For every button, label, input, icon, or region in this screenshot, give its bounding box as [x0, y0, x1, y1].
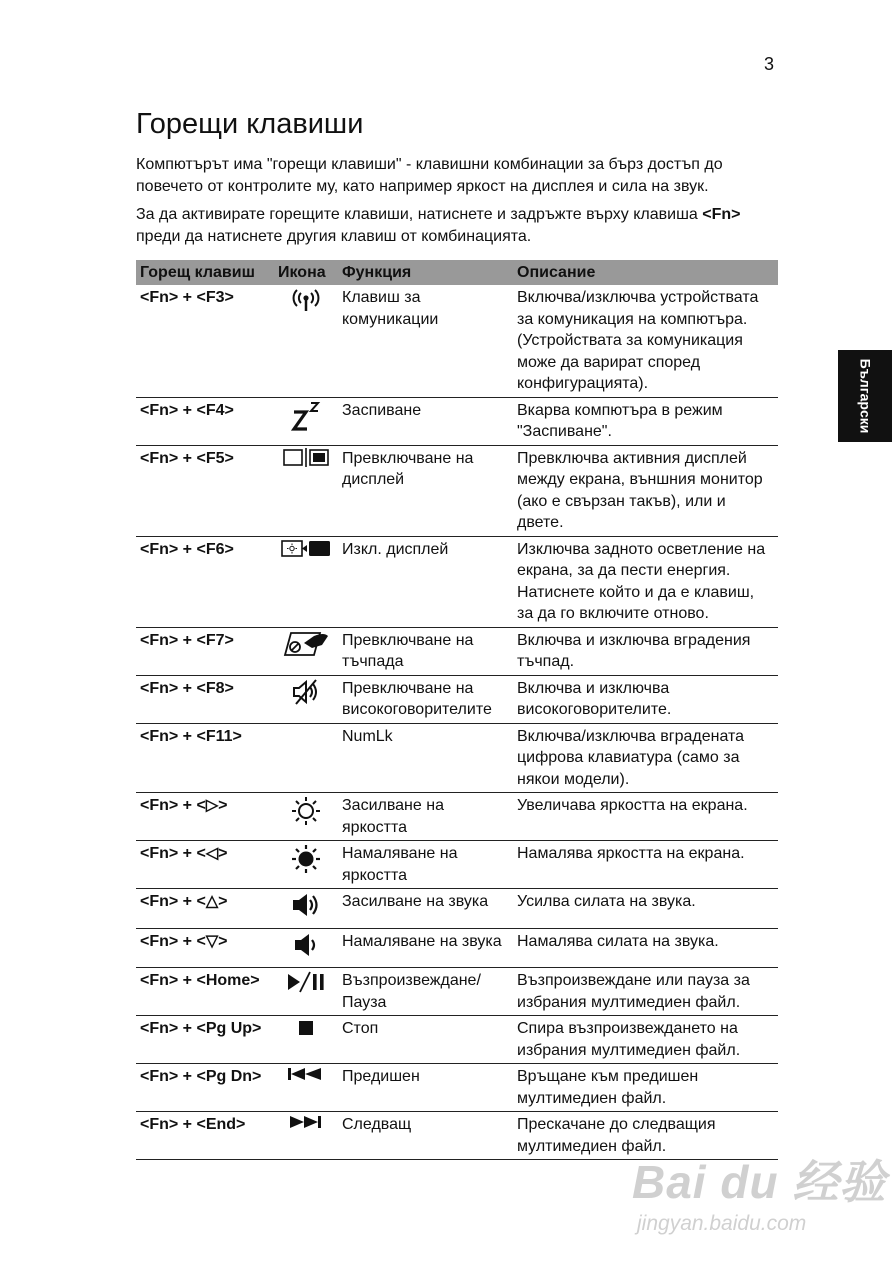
brightness-up-icon	[290, 795, 322, 827]
table-row	[136, 889, 778, 929]
icon-cell	[274, 1064, 338, 1112]
function-cell: Възпроизвеждане/ Пауза	[338, 968, 513, 1016]
icon-cell	[274, 445, 338, 536]
hotkey-cell: <Fn> + <▷>	[136, 793, 274, 841]
page-number: 3	[764, 54, 775, 74]
hotkey-cell: <Fn> + <F8>	[136, 675, 274, 723]
function-cell: Превключване на дисплей	[338, 445, 513, 536]
function-cell: Засилване на звука	[338, 889, 513, 929]
hotkey-cell: <Fn> + <Pg Up>	[136, 1016, 274, 1064]
hotkey-cell: <Fn> + <F4>	[136, 397, 274, 445]
function-cell: Предишен	[338, 1064, 513, 1112]
table-row	[136, 928, 778, 968]
table-row	[136, 285, 778, 397]
table-row	[136, 627, 778, 675]
function-cell: Засилване на яркостта	[338, 793, 513, 841]
hotkey-cell: <Fn> + <Pg Dn>	[136, 1064, 274, 1112]
next-track-icon	[288, 1114, 324, 1130]
touchpad-toggle-icon	[282, 630, 330, 658]
description-cell: Вкарва компютъра в режим "Заспиване".	[513, 397, 778, 445]
icon-cell	[274, 793, 338, 841]
description-cell: Усилва силата на звука.	[513, 889, 778, 929]
hotkey-cell: <Fn> + <F6>	[136, 536, 274, 627]
wireless-icon	[288, 287, 324, 315]
description-cell: Намалява силата на звука.	[513, 928, 778, 968]
intro-paragraph-1: Компютърът има "горещи клавиши" - клавишни комбинации за бърз достъп до повечето от контролите му, като например яркост на дисплея и сила на звук.	[136, 156, 723, 195]
table-row	[136, 793, 778, 841]
hotkey-cell: <Fn> + <△>	[136, 889, 274, 929]
description-cell: Включва и изключва високоговорителите.	[513, 675, 778, 723]
description-cell: Включва/изключва вградената цифрова клавиатура (само за някои модели).	[513, 723, 778, 793]
function-cell: Изкл. дисплей	[338, 536, 513, 627]
hotkey-cell: <Fn> + <F11>	[136, 723, 274, 793]
intro-paragraph-2	[136, 204, 786, 248]
header-hotkey: Горещ клавиш	[136, 260, 274, 285]
icon-cell	[274, 1016, 338, 1064]
header-description: Описание	[513, 260, 778, 285]
icon-cell	[274, 536, 338, 627]
function-cell: Клавиш за комуникации	[338, 285, 513, 397]
icon-cell	[274, 841, 338, 889]
sleep-icon	[288, 400, 324, 432]
icon-cell	[274, 968, 338, 1016]
function-cell: Превключване на тъчпада	[338, 627, 513, 675]
description-cell: Увеличава яркостта на екрана.	[513, 793, 778, 841]
hotkey-cell: <Fn> + <F7>	[136, 627, 274, 675]
header-icon: Икона	[274, 260, 338, 285]
function-cell: Превключване на високоговорителите	[338, 675, 513, 723]
icon-cell	[274, 675, 338, 723]
function-cell: Намаляване на звука	[338, 928, 513, 968]
table-row	[136, 723, 778, 793]
icon-cell	[274, 285, 338, 397]
table-row	[136, 1016, 778, 1064]
function-cell: NumLk	[338, 723, 513, 793]
description-cell: Включва/изключва устройствата за комуникация на компютъра. (Устройствата за комуникация може да варират според конфигурацията).	[513, 285, 778, 397]
icon-cell	[274, 1112, 338, 1160]
function-cell: Следващ	[338, 1112, 513, 1160]
display-off-icon	[281, 539, 331, 559]
volume-up-icon	[289, 891, 323, 919]
display-toggle-icon	[283, 448, 329, 468]
function-cell: Стоп	[338, 1016, 513, 1064]
language-side-tab-label: Български	[857, 358, 874, 434]
page-title: Горещи клавиши	[136, 108, 364, 140]
description-cell: Възпроизвеждане или пауза за избрания мултимедиен файл.	[513, 968, 778, 1016]
icon-cell	[274, 627, 338, 675]
description-cell: Спира възпроизвеждането на избрания мултимедиен файл.	[513, 1016, 778, 1064]
table-row	[136, 445, 778, 536]
stop-icon	[296, 1018, 316, 1038]
speaker-mute-icon	[288, 678, 324, 706]
hotkey-cell: <Fn> + <▽>	[136, 928, 274, 968]
volume-down-icon	[291, 931, 321, 959]
hotkey-cell: <Fn> + <F3>	[136, 285, 274, 397]
fn-key-label: <Fn>	[702, 206, 741, 223]
description-cell: Прескачане до следващия мултимедиен файл.	[513, 1112, 778, 1160]
description-cell: Изключва задното осветление на екрана, за да пести енергия. Натиснете който и да е клавиш, за да го включите отново.	[513, 536, 778, 627]
icon-cell	[274, 397, 338, 445]
description-cell: Намалява яркостта на екрана.	[513, 841, 778, 889]
description-cell: Връщане към предишен мултимедиен файл.	[513, 1064, 778, 1112]
icon-cell	[274, 723, 338, 793]
baidu-watermark-logo: Bai du 经验	[632, 1156, 887, 1208]
table-row	[136, 675, 778, 723]
table-row	[136, 397, 778, 445]
table-header-row	[136, 260, 778, 285]
header-function: Функция	[338, 260, 513, 285]
hotkey-cell: <Fn> + <Home>	[136, 968, 274, 1016]
table-row	[136, 968, 778, 1016]
previous-track-icon	[287, 1066, 325, 1082]
baidu-watermark-url: jingyan.baidu.com	[637, 1212, 807, 1235]
intro-paragraph-2-part-b: преди да натиснете другия клавиш от комбинацията.	[136, 228, 532, 245]
hotkey-cell: <Fn> + <◁>	[136, 841, 274, 889]
play-pause-icon	[286, 970, 326, 994]
function-cell: Намаляване на яркостта	[338, 841, 513, 889]
hotkeys-table	[136, 260, 778, 1160]
description-cell: Превключва активния дисплей между екрана, външния монитор (ако е свързан такъв), или и двете.	[513, 445, 778, 536]
table-row	[136, 536, 778, 627]
icon-cell	[274, 928, 338, 968]
hotkey-cell: <Fn> + <End>	[136, 1112, 274, 1160]
hotkey-cell: <Fn> + <F5>	[136, 445, 274, 536]
table-row	[136, 1064, 778, 1112]
icon-cell	[274, 889, 338, 929]
description-cell: Включва и изключва вградения тъчпад.	[513, 627, 778, 675]
language-side-tab	[838, 350, 892, 442]
intro-paragraph-2-part-a: За да активирате горещите клавиши, натиснете и задръжте върху клавиша	[136, 206, 698, 223]
brightness-down-icon	[290, 843, 322, 875]
function-cell: Заспиване	[338, 397, 513, 445]
table-row	[136, 841, 778, 889]
